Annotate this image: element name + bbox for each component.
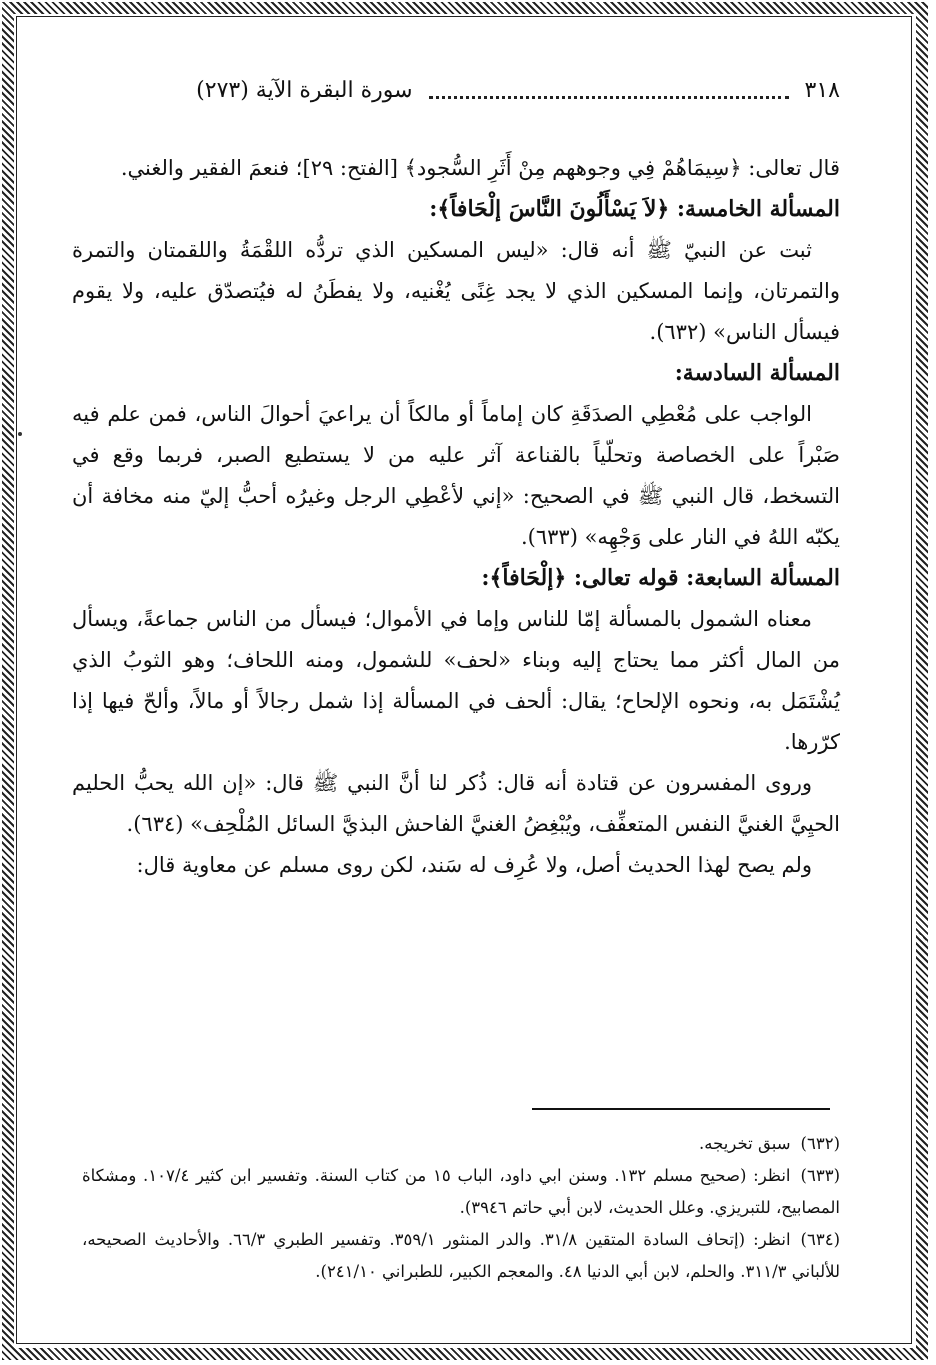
footnote-number: (٦٣٤) (800, 1230, 840, 1249)
paragraph-hadith-miskeen: ثبت عن النبيّ ﷺ أنه قال: «ليس المسكين الذي تردُّه اللقْمَةُ واللقمتان والتمرة والتمرتان، وإنما المسكين الذي لا يجد غِنًى يُغْنيه، ولا يفطَنُ له فيُتصدّق عليه، ولا يقوم فيسأل الناس» (٦٣٢). (72, 238, 840, 344)
main-text (72, 148, 840, 886)
footnote-text: انظر: (إتحاف السادة المتقين ٣١/٨. والدر المنثور ٣٥٩/١. وتفسير الطبري ٦٦/٣. والأحاديث الصحيحه، للألباني ٣١١/٣. والحلم، لابن أبي الدنيا ٤٨. والمعجم الكبير، للطبراني ٢٤١/١٠). (82, 1230, 840, 1281)
paragraph-quran-citation: قال تعالى: ﴿سِيمَاهُمْ فِي وجوههم مِنْ أَثَرِ السُّجود﴾ [الفتح: ٢٩]؛ فنعمَ الفقير والغني. (120, 156, 840, 180)
paragraph-ilhaf-meaning: معناه الشمول بالمسألة إمّا للناس وإما في الأموال؛ فيسأل من الناس جماعةً، ويسأل من المال أكثر مما يحتاج إليه وبناء «لحف» للشمول، ومنه اللحاف؛ وهو الثوبُ الذي يُشْتَمَل به، ونحوه الإلحاح؛ يقال: ألحف في المسألة إذا شمل رجالاً أو مالاً، وألحّ فيها إذا كرّرها. (72, 607, 840, 754)
footnote-633 (82, 1160, 840, 1224)
heading-issue-7: المسألة السابعة: قوله تعالى: ﴿إلْحَافاً﴾: (481, 565, 840, 591)
page-content (72, 76, 840, 886)
footnote-number: (٦٣٣) (800, 1166, 840, 1185)
paragraph-qatada-narration: وروى المفسرون عن قتادة أنه قال: ذُكر لنا أنَّ النبي ﷺ قال: «إن الله يحبُّ الحليم الحيِيَّ الغنيَّ النفس المتعفِّف، ويُبْغِضُ الغنيَّ الفاحش البذيَّ السائل المُلْحِف» (٦٣٤). (72, 771, 840, 836)
margin-speck (18, 432, 22, 436)
footnote-text: سبق تخريجه. (699, 1134, 791, 1153)
footnote-text: انظر: (صحيح مسلم ١٣٢. وسنن ابي داود، الباب ١٥ من كتاب السنة. وتفسير ابن كثير ١٠٧/٤. ومشكاة المصابيح، للتبريزي. وعلل الحديث، لابن أبي حاتم ٣٩٤٦). (82, 1166, 840, 1217)
footnote-634 (82, 1224, 840, 1288)
page-header (72, 76, 840, 106)
page-number: ٣١٨ (804, 78, 840, 103)
footnote-separator (532, 1108, 830, 1110)
running-title: سورة البقرة الآية (٢٧٣) (196, 78, 413, 103)
footnote-632 (82, 1128, 840, 1160)
paragraph-muawiya-narration: ولم يصح لهذا الحديث أصل، ولا عُرِف له سَند، لكن روى مسلم عن معاوية قال: (136, 853, 812, 877)
footnote-number: (٦٣٢) (800, 1134, 840, 1153)
heading-issue-5: المسألة الخامسة: ﴿لاَ يَسْأَلُونَ النَّاسَ إلْحَافاً﴾: (429, 196, 840, 222)
paragraph-giver-duty: الواجب على مُعْطِي الصدَقَةِ كان إماماً أو مالكاً أن يراعيَ أحوالَ الناس، فمن علم فيه صَبْراً على الخصاصة وتحلّياً بالقناعة آثر عليه من لا يستطيع الصبر، فربما وقع في التسخط، قال النبي ﷺ في الصحيح: «إني لأعْطِي الرجل وغيرُه أحبُّ إليّ منه مخافة أن يكبّه اللهُ في النار على وَجْهِه» (٦٣٣). (72, 402, 840, 549)
header-dot-leader (429, 84, 789, 99)
footnotes (82, 1128, 840, 1288)
heading-issue-6: المسألة السادسة: (674, 360, 840, 386)
